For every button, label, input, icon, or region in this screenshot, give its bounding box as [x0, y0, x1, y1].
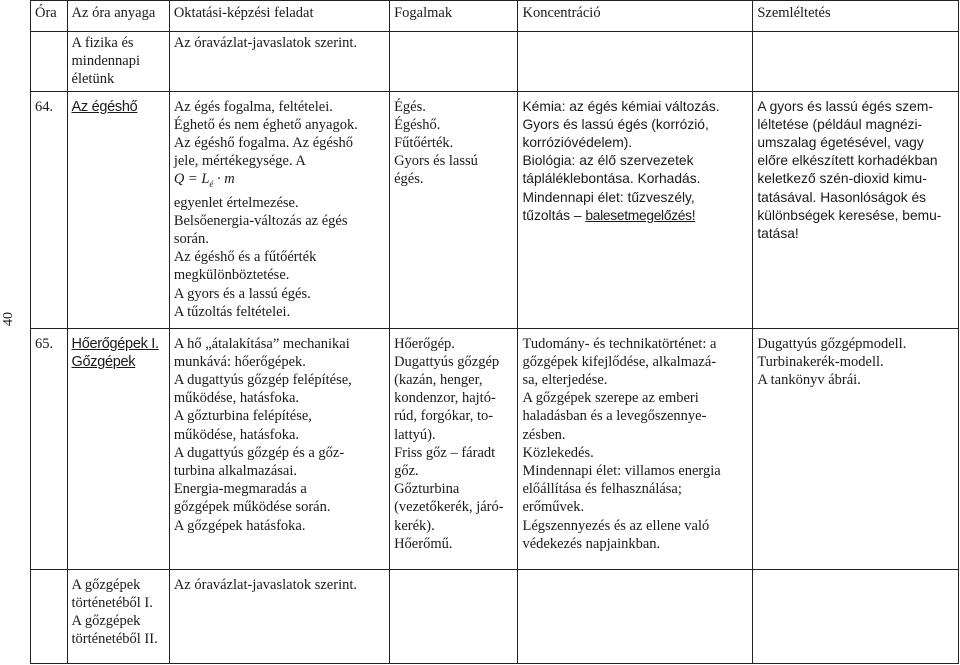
- text-line: A gőzgépek hatásfoka.: [173, 517, 306, 534]
- topic-title: Hőerőgépek I.: [71, 335, 159, 352]
- text-line: gőz.: [394, 463, 419, 480]
- text-line: során.: [173, 230, 209, 247]
- text-line: A tűzoltás feltételei.: [173, 303, 291, 320]
- text-line: Hőerőmű.: [394, 535, 453, 552]
- cell-ora: 64.: [31, 91, 68, 328]
- cell-feladat: Az óravázlat-javaslatok szerint.: [169, 32, 389, 92]
- table-row-64: [31, 91, 959, 328]
- text-line: A gőzgépek: [71, 613, 141, 630]
- table-row-65: [31, 328, 959, 569]
- cell-empty: [518, 32, 753, 92]
- text-line: rúd, forgókar, to-: [394, 408, 494, 425]
- text-line: erőművek.: [522, 499, 585, 516]
- text-line: Mindennapi élet: tűzveszély,: [522, 189, 695, 205]
- cell-empty: [390, 32, 518, 92]
- text-line: kerék).: [394, 517, 435, 534]
- text-line: működése, hatásfoka.: [173, 426, 300, 443]
- topic-title: Az égéshő: [71, 98, 138, 115]
- topic-subtitle: Gőzgépek: [71, 353, 136, 370]
- cell-szemleltetes: [753, 328, 959, 569]
- text-line: Légszennyezés és az ellene való: [522, 517, 710, 534]
- formula-subscript: é: [209, 179, 214, 190]
- text-line: különbségek keresése, bemu-: [757, 207, 942, 223]
- text-line: Fűtőérték.: [394, 135, 454, 152]
- text-line: Belsőenergia-változás az égés: [173, 212, 348, 229]
- text-line: történetéből II.: [71, 631, 158, 648]
- text-line: Tudomány- és technikatörténet: a: [522, 335, 717, 352]
- text-line: tápláléklebontása. Korhadás.: [522, 171, 701, 187]
- text-line: A hő „átalakítása” mechanikai: [173, 335, 350, 352]
- text-line: Közlekedés.: [522, 444, 594, 461]
- text-line: sa, elterjedése.: [522, 372, 608, 389]
- header-feladat: Oktatási-képzési feladat: [169, 1, 389, 32]
- text-line: A tankönyv ábrái.: [757, 372, 861, 389]
- text-line: Éghető és nem éghető anyagok.: [173, 116, 358, 133]
- emphasis-text: balesetmegelőzés!: [585, 207, 696, 223]
- cell-fogalmak: [390, 91, 518, 328]
- cell-anyag: [67, 569, 169, 663]
- text-line: korrózióvédelem).: [522, 135, 633, 151]
- text-line: Friss gőz – fáradt: [394, 444, 496, 461]
- text-line: A gyors és lassú égés szem-: [757, 98, 933, 114]
- header-anyag: Az óra anyaga: [67, 1, 169, 32]
- text-line: Gyors és lassú égés (korrózió,: [522, 116, 709, 132]
- text-line: A fizika és: [71, 35, 134, 51]
- table-row-intro: [31, 32, 959, 92]
- text-line: Az égéshő fogalma. Az égéshő: [173, 135, 354, 152]
- text-line: Az égéshő és a fűtőérték: [173, 249, 317, 266]
- text-line: Kémia: az égés kémiai változás.: [522, 98, 720, 114]
- text-line: egyenlet értelmezése.: [173, 194, 299, 211]
- cell-empty: [518, 569, 753, 663]
- text-line: lattyú).: [394, 426, 436, 443]
- page-number: 40: [1, 312, 16, 326]
- text-line: Égéshő.: [394, 116, 441, 133]
- text-line: tatása!: [757, 226, 799, 242]
- text-line: Gőzturbina: [394, 481, 460, 498]
- text-line: mindennapi: [71, 53, 140, 70]
- text-line: védekezés napjainkban.: [522, 535, 661, 552]
- lesson-plan-table: [30, 0, 959, 664]
- text-line: munkává: hőerőgépek.: [173, 353, 306, 370]
- cell-ora-empty: [31, 569, 68, 663]
- text-line: gőzgépek működése során.: [173, 499, 331, 516]
- formula-main: Q = L: [173, 171, 210, 188]
- cell-ora: 65.: [31, 328, 68, 569]
- text-line: megkülönböztetése.: [173, 267, 290, 284]
- text-line: Turbinakerék-modell.: [757, 353, 884, 370]
- text-line: gőzgépek kifejlődése, alkalmazá-: [522, 353, 717, 370]
- cell-feladat: [169, 91, 389, 328]
- text-line: életünk: [71, 71, 115, 88]
- text-fragment: tűzoltás –: [522, 207, 586, 223]
- text-line: történetéből I.: [71, 594, 153, 611]
- cell-empty: [753, 32, 959, 92]
- text-line: előállítása és felhasználása;: [522, 481, 682, 498]
- text-line: A gőzturbina felépítése,: [173, 408, 312, 425]
- text-line: Égés.: [394, 98, 426, 115]
- text-line: Energia-megmaradás a: [173, 481, 307, 498]
- text-line: tatásával. Hasonlóságok és: [757, 189, 927, 205]
- cell-fogalmak: [390, 328, 518, 569]
- text-line: (kazán, henger,: [394, 372, 483, 389]
- text-line: előre elkészített korhadékban: [757, 153, 938, 169]
- cell-koncentracio: [518, 328, 753, 569]
- text-line: Gyors és lassú: [394, 153, 478, 170]
- cell-feladat: Az óravázlat-javaslatok szerint.: [169, 569, 389, 663]
- text-line: Mindennapi élet: villamos energia: [522, 463, 721, 480]
- cell-empty: [753, 569, 959, 663]
- text-line: működése, hatásfoka.: [173, 390, 300, 407]
- table-row-closing: [31, 569, 959, 663]
- cell-anyag: [67, 328, 169, 569]
- header-ora: Óra: [31, 1, 68, 32]
- text-line: kondenzor, hajtó-: [394, 390, 496, 407]
- cell-anyag: [67, 32, 169, 92]
- text-line: Hőerőgép.: [394, 335, 455, 352]
- text-line: Az égés fogalma, feltételei.: [173, 98, 333, 115]
- text-line: jele, mértékegysége. A: [173, 153, 306, 170]
- text-line: (vezetőkerék, járó-: [394, 499, 504, 516]
- text-line: A dugattyús gőzgép felépítése,: [173, 372, 352, 389]
- text-line: keletkező szén-dioxid kimu-: [757, 171, 927, 187]
- text-line: A gőzgépek: [71, 576, 141, 593]
- cell-anyag: [67, 91, 169, 328]
- header-fogalmak: Fogalmak: [390, 1, 518, 32]
- table-header-row: [31, 1, 959, 32]
- cell-ora-empty: [31, 32, 68, 92]
- cell-szemleltetes: [753, 91, 959, 328]
- text-line: umszalag égetésével, vagy: [757, 135, 924, 151]
- text-line: Biológia: az élő szervezetek: [522, 153, 694, 169]
- formula-rest: · m: [213, 171, 235, 188]
- cell-empty: [390, 569, 518, 663]
- text-line: zésben.: [522, 426, 566, 443]
- text-line: turbina alkalmazásai.: [173, 463, 298, 480]
- cell-feladat: [169, 328, 389, 569]
- text-line: Dugattyús gőzgépmodell.: [757, 335, 907, 352]
- formula: [174, 170, 385, 193]
- text-line: A dugattyús gőzgép és a gőz-: [173, 444, 345, 461]
- text-line: A gyors és a lassú égés.: [173, 285, 311, 302]
- text-line: égés.: [394, 171, 424, 188]
- text-line: [522, 207, 748, 225]
- text-line: haladásban és a levegőszennye-: [522, 408, 707, 425]
- header-szemleltetes: Szemléltetés: [753, 1, 959, 32]
- text-line: A gőzgépek szerepe az emberi: [522, 390, 699, 407]
- text-line: léltetése (például magnézi-: [757, 116, 923, 132]
- header-koncentracio: Koncentráció: [518, 1, 753, 32]
- cell-koncentracio: [518, 91, 753, 328]
- text-line: Dugattyús gőzgép: [394, 353, 500, 370]
